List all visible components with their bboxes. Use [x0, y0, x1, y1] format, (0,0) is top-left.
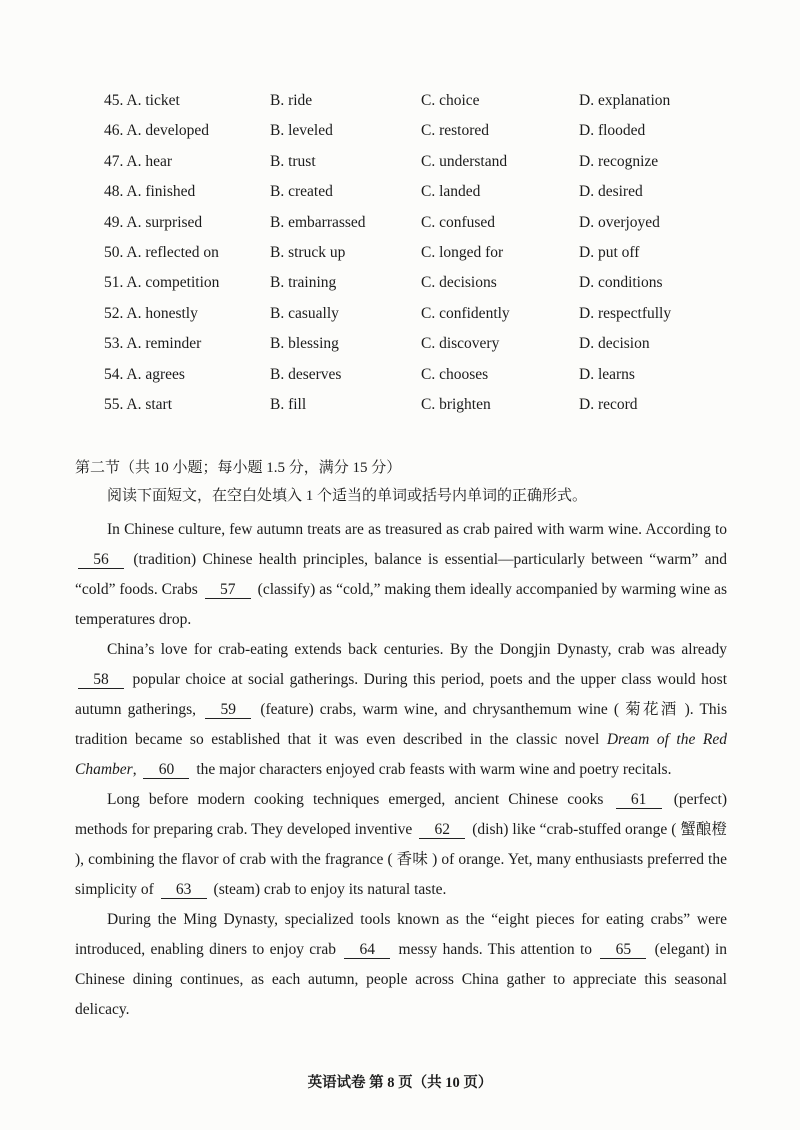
text: messy hands. This attention to: [398, 941, 593, 958]
option-row: [0, 152, 800, 182]
option-c[interactable]: C. confused: [421, 213, 496, 231]
option-b[interactable]: B. fill: [270, 395, 307, 413]
blank-57[interactable]: 57: [205, 581, 251, 599]
paragraph-1: [75, 515, 727, 635]
option-row: [0, 213, 800, 243]
blank-62[interactable]: 62: [419, 821, 465, 839]
option-c[interactable]: C. chooses: [421, 365, 489, 383]
option-row: [0, 365, 800, 395]
blank-60[interactable]: 60: [143, 761, 189, 779]
option-a[interactable]: 51. A. competition: [104, 274, 220, 292]
text: (steam) crab to enjoy its natural taste.: [213, 881, 447, 898]
option-c[interactable]: C. longed for: [421, 243, 504, 261]
blank-59[interactable]: 59: [205, 701, 251, 719]
option-a[interactable]: 53. A. reminder: [104, 335, 202, 353]
paragraph-4: [75, 905, 727, 1025]
option-c[interactable]: C. choice: [421, 92, 480, 109]
instructions: 阅读下面短文，在空白处填入 1 个适当的单词或括号内单词的正确形式。: [107, 488, 588, 504]
option-d[interactable]: D. record: [579, 395, 638, 413]
text: (elegant) in Chinese dining continues, as each autumn, people across China gather to appreciate this seasonal delicacy.: [75, 941, 728, 1018]
paragraph-2: [75, 635, 727, 785]
option-c[interactable]: C. landed: [421, 183, 481, 201]
option-b[interactable]: B. struck up: [270, 243, 346, 261]
option-b[interactable]: B. training: [270, 274, 337, 292]
paragraph-3: [75, 785, 727, 905]
text: ,: [132, 761, 137, 778]
text: the major characters enjoyed crab feasts with warm wine and poetry recitals.: [196, 761, 672, 778]
text: popular choice at social gatherings. During this period, poets and the upper class would host autumn gatherings,: [75, 671, 727, 718]
option-b[interactable]: B. embarrassed: [270, 213, 366, 231]
option-c[interactable]: C. decisions: [421, 274, 497, 292]
option-row: [0, 304, 800, 334]
option-c[interactable]: C. understand: [421, 152, 508, 170]
option-a[interactable]: 55. A. start: [104, 395, 173, 413]
blank-58[interactable]: 58: [78, 671, 124, 689]
option-row: [0, 334, 800, 364]
option-d[interactable]: D. recognize: [579, 152, 659, 170]
option-c[interactable]: C. discovery: [421, 335, 500, 353]
option-a[interactable]: 50. A. reflected on: [104, 243, 219, 261]
option-d[interactable]: D. respectfully: [579, 304, 672, 322]
option-a[interactable]: 47. A. hear: [104, 152, 173, 170]
option-c[interactable]: C. brighten: [421, 395, 491, 413]
text: During the Ming Dynasty, specialized tools known as the “eight pieces for eating crabs” were introduced, enabling diners to enjoy crab: [75, 911, 727, 958]
text: (tradition) Chinese health principles, balance is essential—particularly between “warm” and “cold” foods. Crabs: [75, 551, 728, 598]
blank-65[interactable]: 65: [600, 941, 646, 959]
text: In Chinese culture, few autumn treats are as treasured as crab paired with warm wine. According to: [107, 521, 727, 538]
option-row: [0, 91, 800, 121]
option-row: [0, 182, 800, 212]
option-row: [0, 273, 800, 303]
option-a[interactable]: 45. A. ticket: [104, 92, 180, 109]
option-row: [0, 121, 800, 151]
blank-64[interactable]: 64: [344, 941, 390, 959]
blank-56[interactable]: 56: [78, 551, 124, 569]
option-row: [0, 395, 800, 425]
option-b[interactable]: B. ride: [270, 92, 313, 109]
blank-61[interactable]: 61: [616, 791, 662, 809]
text: Long before modern cooking techniques emerged, ancient Chinese cooks: [107, 791, 604, 808]
option-d[interactable]: D. conditions: [579, 274, 663, 292]
text: (feature) crabs, warm wine, and chrysanthemum wine ( 菊花酒 ). This tradition became so established that it was even described in the classic novel: [75, 701, 728, 748]
blank-63[interactable]: 63: [161, 881, 207, 899]
option-d[interactable]: D. flooded: [579, 122, 646, 140]
option-b[interactable]: B. trust: [270, 152, 316, 170]
option-d[interactable]: D. desired: [579, 183, 643, 201]
answer-options-table: [0, 91, 800, 425]
option-d[interactable]: D. learns: [579, 365, 635, 383]
option-c[interactable]: C. restored: [421, 122, 490, 140]
text: China’s love for crab-eating extends back centuries. By the Dongjin Dynasty, crab was already: [107, 641, 727, 658]
option-d[interactable]: D. explanation: [579, 92, 671, 109]
option-b[interactable]: B. blessing: [270, 335, 339, 353]
option-a[interactable]: 49. A. surprised: [104, 213, 203, 231]
option-a[interactable]: 52. A. honestly: [104, 304, 198, 322]
option-d[interactable]: D. put off: [579, 243, 640, 261]
option-a[interactable]: 48. A. finished: [104, 183, 196, 201]
option-b[interactable]: B. deserves: [270, 365, 342, 383]
reading-passage: [75, 515, 727, 1025]
page-footer: 英语试卷 第 8 页（共 10 页）: [307, 1075, 493, 1091]
option-a[interactable]: 46. A. developed: [104, 122, 210, 140]
option-d[interactable]: D. overjoyed: [579, 213, 660, 231]
option-a[interactable]: 54. A. agrees: [104, 365, 185, 383]
novel-title: Dream of the Red Chamber: [75, 731, 727, 778]
option-d[interactable]: D. decision: [579, 335, 650, 353]
option-b[interactable]: B. leveled: [270, 122, 333, 140]
text: (classify) as “cold,” making them ideally accompanied by warming wine as temperatures drop.: [75, 581, 727, 628]
text: (perfect) methods for preparing crab. They developed inventive: [75, 791, 728, 838]
option-row: [0, 243, 800, 273]
option-b[interactable]: B. casually: [270, 304, 339, 322]
text: (dish) like “crab-stuffed orange ( 蟹酿橙 ), combining the flavor of crab with the fragrance ( 香味 ) of orange. Yet, many enthusiasts preferred the simplicity of: [75, 821, 728, 898]
section-header: 第二节（共 10 小题；每小题 1.5 分，满分 15 分）: [75, 460, 402, 476]
option-b[interactable]: B. created: [270, 183, 333, 201]
option-c[interactable]: C. confidently: [421, 304, 510, 322]
